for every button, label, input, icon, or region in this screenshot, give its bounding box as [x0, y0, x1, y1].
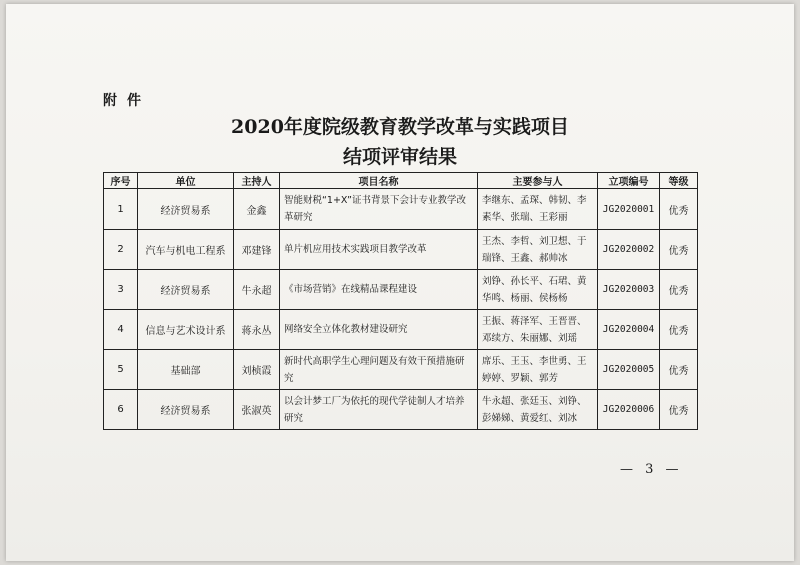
attachment-label: 附件	[103, 93, 151, 109]
cell-unit: 基础部	[138, 350, 234, 390]
cell-host: 刘桢霞	[234, 350, 280, 390]
cell-members: 刘铮、孙长平、石珺、黄华鸣、杨丽、侯杨杨	[478, 270, 598, 310]
table-row	[104, 350, 698, 390]
cell-grade: 优秀	[660, 390, 698, 430]
table-row	[104, 390, 698, 430]
document-subtitle: 结项评审结果	[342, 146, 457, 168]
page-number: — 3 —	[620, 462, 683, 477]
cell-no: 4	[104, 310, 138, 350]
results-table	[103, 172, 698, 430]
table-row	[104, 310, 698, 350]
cell-project-name: 以会计梦工厂为依托的现代学徒制人才培养研究	[280, 390, 478, 430]
cell-no: 1	[104, 189, 138, 230]
cell-members: 席乐、王玉、李世勇、王婷婷、罗颖、郭芳	[478, 350, 598, 390]
column-header-no: 序号	[104, 173, 138, 189]
cell-code: JG2020001	[598, 189, 660, 230]
cell-host: 张淑英	[234, 390, 280, 430]
cell-no: 2	[104, 230, 138, 270]
table-row	[104, 270, 698, 310]
cell-grade: 优秀	[660, 310, 698, 350]
cell-host: 金鑫	[234, 189, 280, 230]
cell-host: 蒋永丛	[234, 310, 280, 350]
cell-project-name: 网络安全立体化教材建设研究	[280, 310, 478, 350]
cell-members: 王振、蒋泽军、王晋晋、邓续方、朱丽娜、刘瑶	[478, 310, 598, 350]
cell-grade: 优秀	[660, 270, 698, 310]
cell-no: 5	[104, 350, 138, 390]
cell-grade: 优秀	[660, 189, 698, 230]
cell-grade: 优秀	[660, 230, 698, 270]
cell-code: JG2020004	[598, 310, 660, 350]
table-row	[104, 230, 698, 270]
table-row	[104, 189, 698, 230]
cell-unit: 信息与艺术设计系	[138, 310, 234, 350]
cell-unit: 汽车与机电工程系	[138, 230, 234, 270]
cell-project-name: 智能财税“1+X”证书背景下会计专业教学改革研究	[280, 189, 478, 230]
cell-unit: 经济贸易系	[138, 270, 234, 310]
column-header-grade: 等级	[660, 173, 698, 189]
table-header-row	[104, 173, 698, 189]
cell-no: 3	[104, 270, 138, 310]
column-header-unit: 单位	[138, 173, 234, 189]
cell-members: 李继东、孟琛、韩韧、李素华、张瑞、王彩丽	[478, 189, 598, 230]
column-header-host: 主持人	[234, 173, 280, 189]
cell-unit: 经济贸易系	[138, 390, 234, 430]
cell-code: JG2020006	[598, 390, 660, 430]
column-header-code: 立项编号	[598, 173, 660, 189]
cell-project-name: 单片机应用技术实践项目教学改革	[280, 230, 478, 270]
cell-unit: 经济贸易系	[138, 189, 234, 230]
cell-no: 6	[104, 390, 138, 430]
document-title: 2020年度院级教育教学改革与实践项目	[231, 116, 569, 138]
cell-project-name: 《市场营销》在线精品课程建设	[280, 270, 478, 310]
column-header-members: 主要参与人	[478, 173, 598, 189]
cell-grade: 优秀	[660, 350, 698, 390]
cell-members: 牛永超、张廷玉、刘铮、彭娣娣、黄爱红、刘冰	[478, 390, 598, 430]
column-header-project-name: 项目名称	[280, 173, 478, 189]
cell-code: JG2020005	[598, 350, 660, 390]
cell-host: 牛永超	[234, 270, 280, 310]
cell-project-name: 新时代高职学生心理问题及有效干预措施研究	[280, 350, 478, 390]
cell-members: 王杰、李哲、刘卫想、于瑞锋、王鑫、郝帅冰	[478, 230, 598, 270]
cell-host: 邓建锋	[234, 230, 280, 270]
cell-code: JG2020003	[598, 270, 660, 310]
cell-code: JG2020002	[598, 230, 660, 270]
